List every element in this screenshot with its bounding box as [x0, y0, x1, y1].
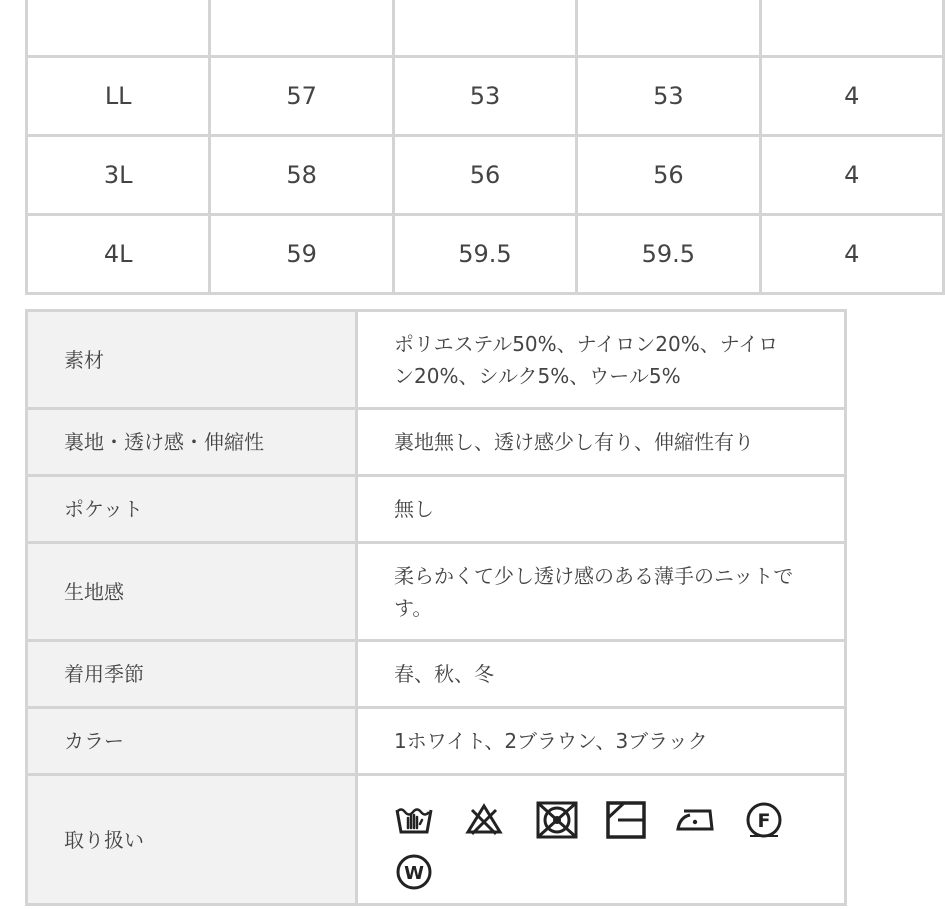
info-label: 裏地・透け感・伸縮性 [27, 409, 357, 476]
info-value [357, 409, 846, 476]
info-value-line: ン20%、シルク5%、ウール5% [394, 363, 681, 388]
size-value-cell [577, 0, 760, 57]
size-value-cell: 4 [760, 57, 943, 136]
info-value [357, 641, 846, 708]
info-value [357, 775, 846, 905]
info-label: ポケット [27, 476, 357, 543]
info-row [27, 708, 846, 775]
line-dry-shade-icon [604, 794, 674, 846]
size-value-cell: 53 [577, 57, 760, 136]
size-value-cell [393, 0, 576, 57]
size-table-row [27, 0, 944, 57]
size-value-cell: 59.5 [577, 215, 760, 294]
size-value-cell: 4 [760, 215, 943, 294]
info-label: 生地感 [27, 543, 357, 641]
info-value-line: す。 [394, 595, 433, 620]
info-value-line: 柔らかくて少し透け感のある薄手のニットで [394, 563, 794, 588]
info-row [27, 311, 846, 409]
size-value-cell: 56 [393, 136, 576, 215]
size-table-row [27, 57, 944, 136]
care-icons [394, 794, 824, 898]
size-table-container [25, 0, 860, 268]
size-label-cell: LL [27, 57, 210, 136]
size-table [25, 0, 945, 295]
size-label-cell [27, 0, 210, 57]
info-value [357, 311, 846, 409]
info-row [27, 775, 846, 905]
info-value-line: 春、秋、冬 [394, 662, 494, 686]
size-table-row [27, 215, 944, 294]
no-tumble-dry-icon [534, 794, 604, 846]
info-label: カラー [27, 708, 357, 775]
size-value-cell: 53 [393, 57, 576, 136]
info-row [27, 543, 846, 641]
info-value [357, 543, 846, 641]
wet-clean-w-icon [394, 846, 464, 898]
svg-text:W: W [404, 863, 424, 884]
info-label: 取り扱い [27, 775, 357, 905]
info-label: 着用季節 [27, 641, 357, 708]
info-value-line: 裏地無し、透け感少し有り、伸縮性有り [394, 430, 754, 454]
size-value-cell: 58 [210, 136, 393, 215]
dry-clean-f-icon [744, 794, 814, 846]
size-value-cell [760, 0, 943, 57]
hand-wash-icon [394, 794, 464, 846]
info-label: 素材 [27, 311, 357, 409]
svg-text:F: F [757, 810, 771, 832]
size-label-cell: 4L [27, 215, 210, 294]
size-table-row [27, 136, 944, 215]
info-row [27, 476, 846, 543]
size-value-cell [210, 0, 393, 57]
info-row [27, 641, 846, 708]
size-value-cell: 4 [760, 136, 943, 215]
info-value-line: 1ホワイト、2ブラウン、3ブラック [394, 729, 708, 753]
size-value-cell: 56 [577, 136, 760, 215]
no-bleach-icon [464, 794, 534, 846]
size-label-cell: 3L [27, 136, 210, 215]
info-value-line: 無し [394, 497, 434, 521]
product-info-container [25, 309, 847, 909]
info-row [27, 409, 846, 476]
size-value-cell: 59.5 [393, 215, 576, 294]
info-value-line: ポリエステル50%、ナイロン20%、ナイロ [394, 331, 779, 356]
size-value-cell: 57 [210, 57, 393, 136]
iron-low-icon [674, 794, 744, 846]
product-info-table [25, 309, 847, 906]
info-value [357, 708, 846, 775]
size-value-cell: 59 [210, 215, 393, 294]
info-value [357, 476, 846, 543]
